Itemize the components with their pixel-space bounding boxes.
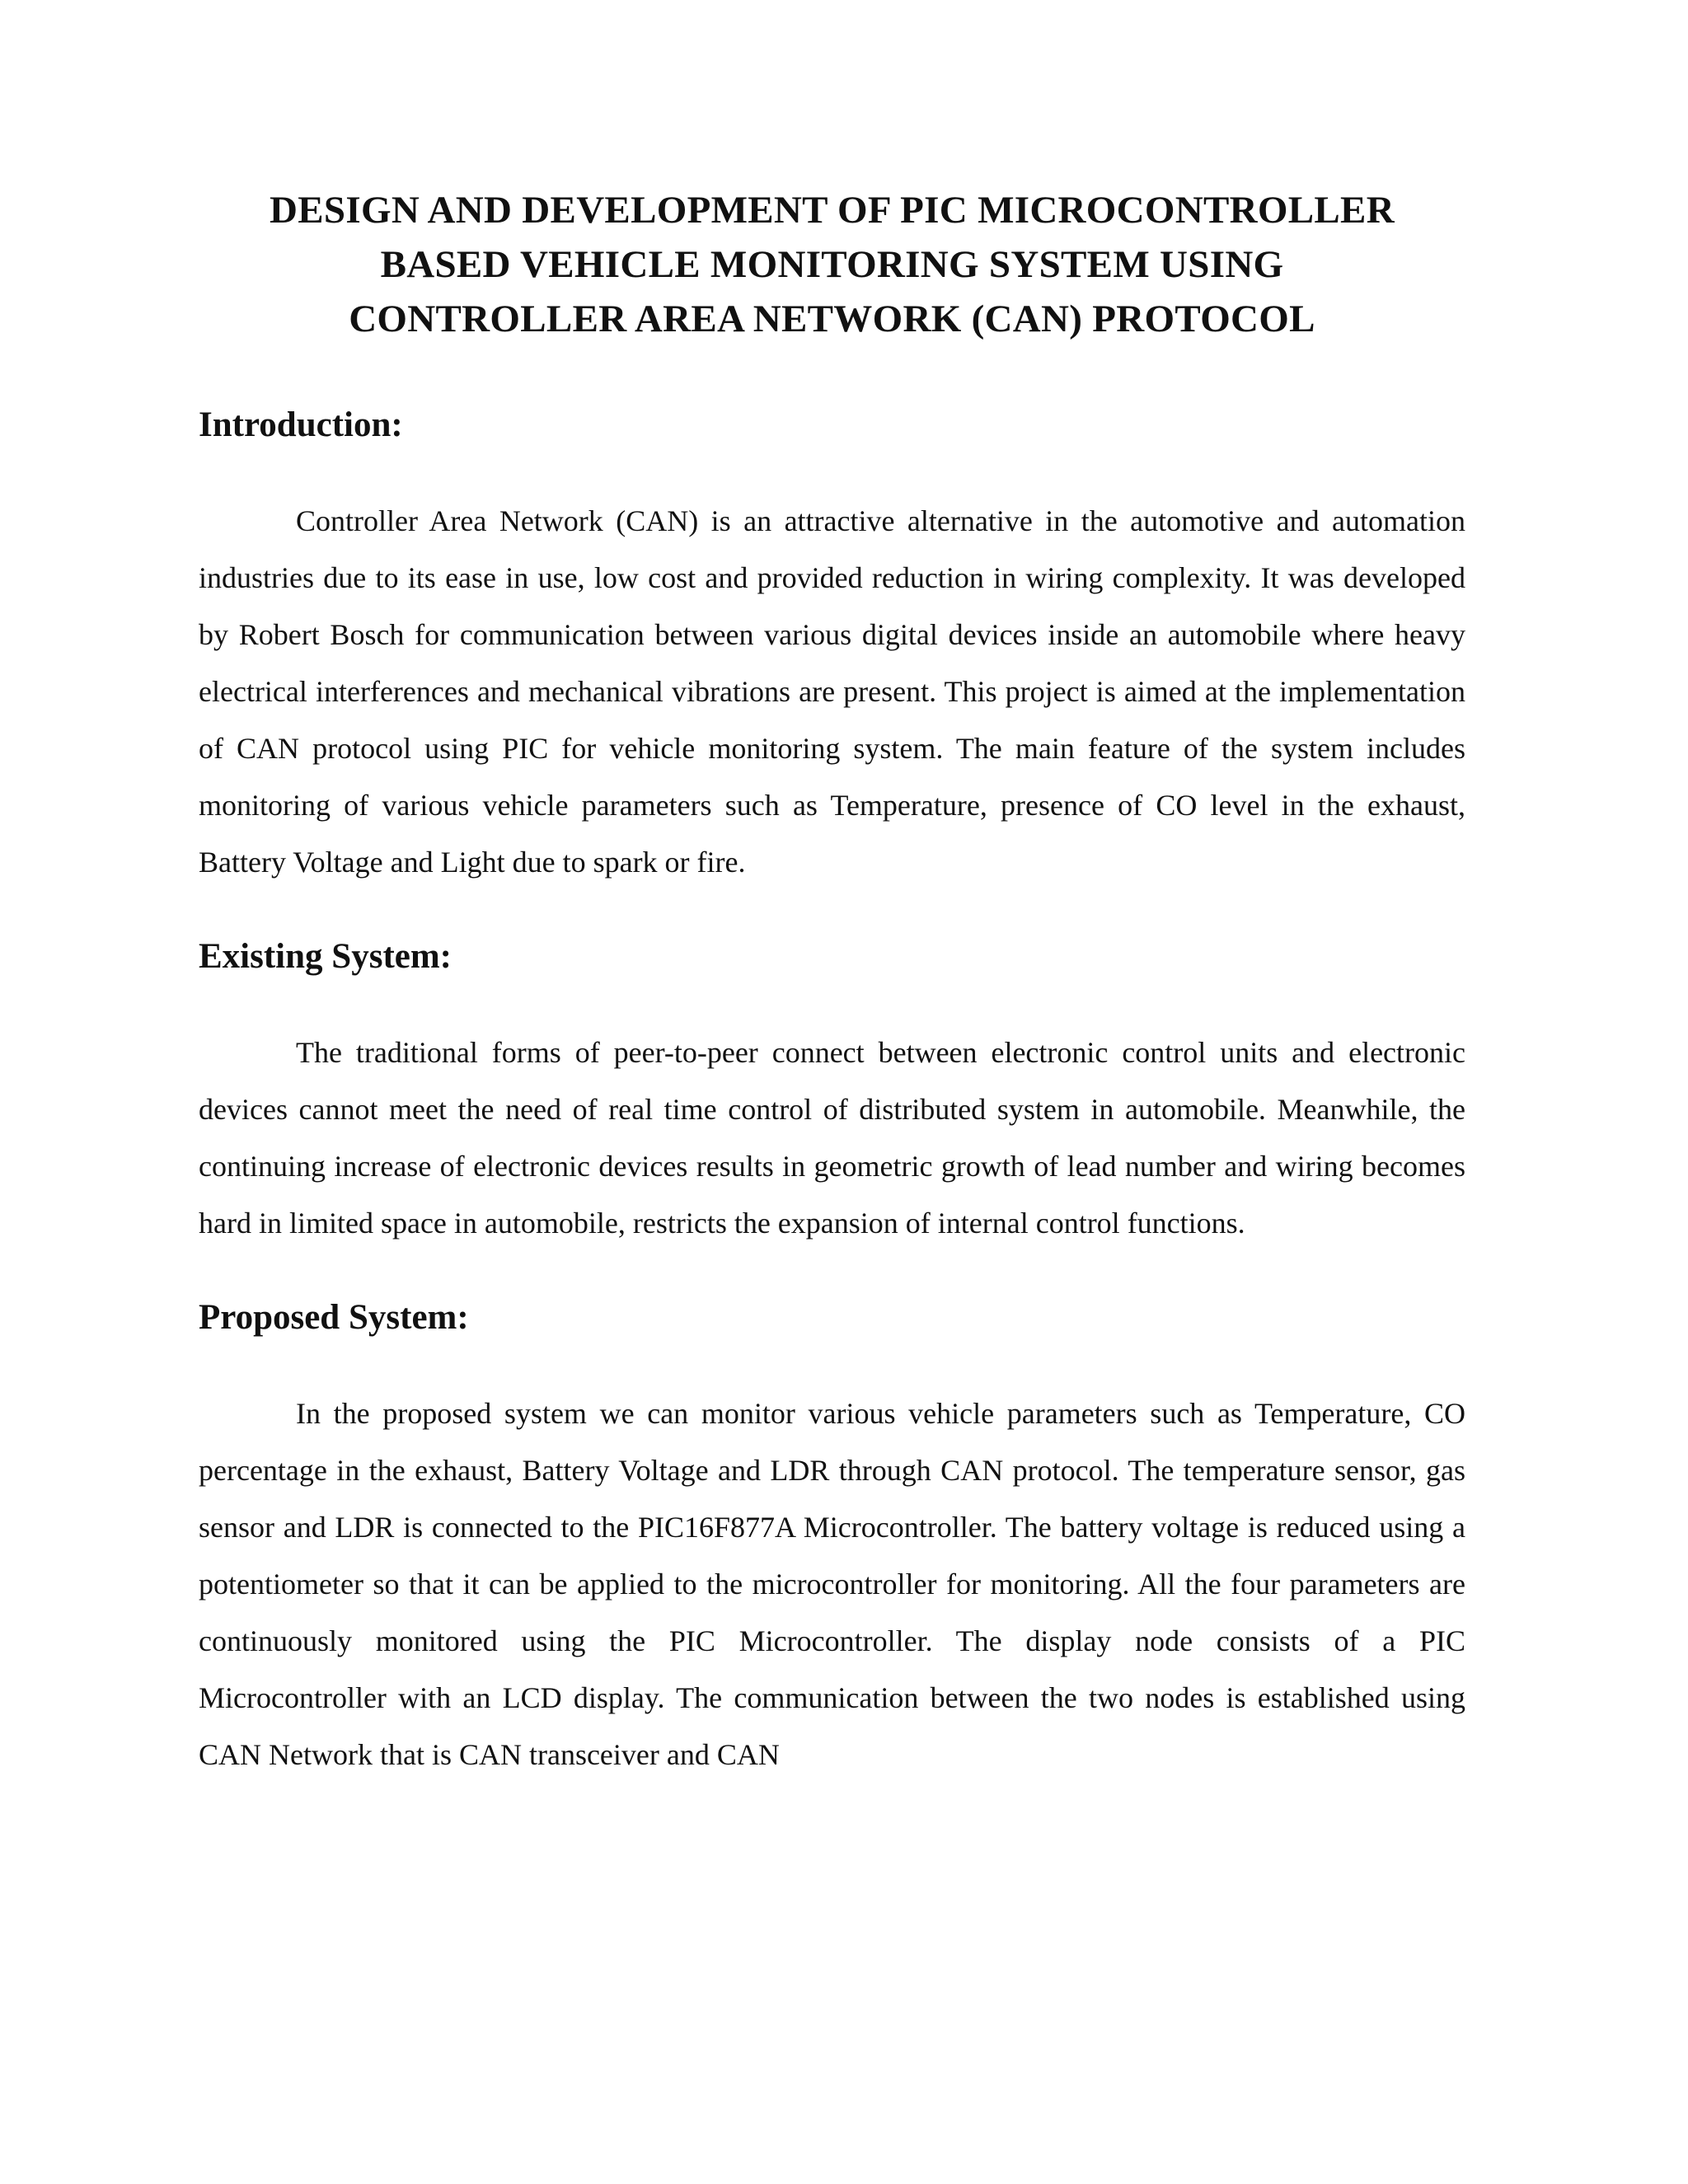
title-line-2: BASED VEHICLE MONITORING SYSTEM USING xyxy=(380,243,1284,286)
title-line-3: CONTROLLER AREA NETWORK (CAN) PROTOCOL xyxy=(349,298,1315,340)
existing-system-heading: Existing System: xyxy=(199,937,452,976)
introduction-heading: Introduction: xyxy=(199,405,403,444)
proposed-system-paragraph: In the proposed system we can monitor various vehicle parameters such as Temperature, CO percentage in the exhaust, Battery Voltage and LDR through CAN protocol. The temperature sensor, gas sensor and LDR is connected to the PIC16F877A Microcontroller. The battery voltage is reduced using a potentiometer so that it can be applied to the microcontroller for monitoring. All the four parameters are continuously monitored using the PIC Microcontroller. The display node consists of a PIC Microcontroller with an LCD display. The communication between the two nodes is established using CAN Network that is CAN transceiver and CAN xyxy=(199,1397,1465,1771)
existing-system-paragraph: The traditional forms of peer-to-peer connect between electronic control units and electronic devices cannot meet the need of real time control of distributed system in automobile. Meanwhile, the continuing increase of electronic devices results in geometric growth of lead number and wiring becomes hard in limited space in automobile, restricts the expansion of internal control functions. xyxy=(199,1036,1465,1240)
introduction-paragraph: Controller Area Network (CAN) is an attractive alternative in the automotive and automation industries due to its ease in use, low cost and provided reduction in wiring complexity. It was developed by Robert Bosch for communication between various digital devices inside an automobile where heavy electrical interferences and mechanical vibrations are present. This project is aimed at the implementation of CAN protocol using PIC for vehicle monitoring system. The main feature of the system includes monitoring of various vehicle parameters such as Temperature, presence of CO level in the exhaust, Battery Voltage and Light due to spark or fire. xyxy=(199,504,1465,879)
proposed-system-heading: Proposed System: xyxy=(199,1298,469,1337)
title-line-1: DESIGN AND DEVELOPMENT OF PIC MICROCONTROLLER xyxy=(270,189,1395,232)
document-body xyxy=(199,183,1465,1783)
document-title xyxy=(199,183,1465,346)
